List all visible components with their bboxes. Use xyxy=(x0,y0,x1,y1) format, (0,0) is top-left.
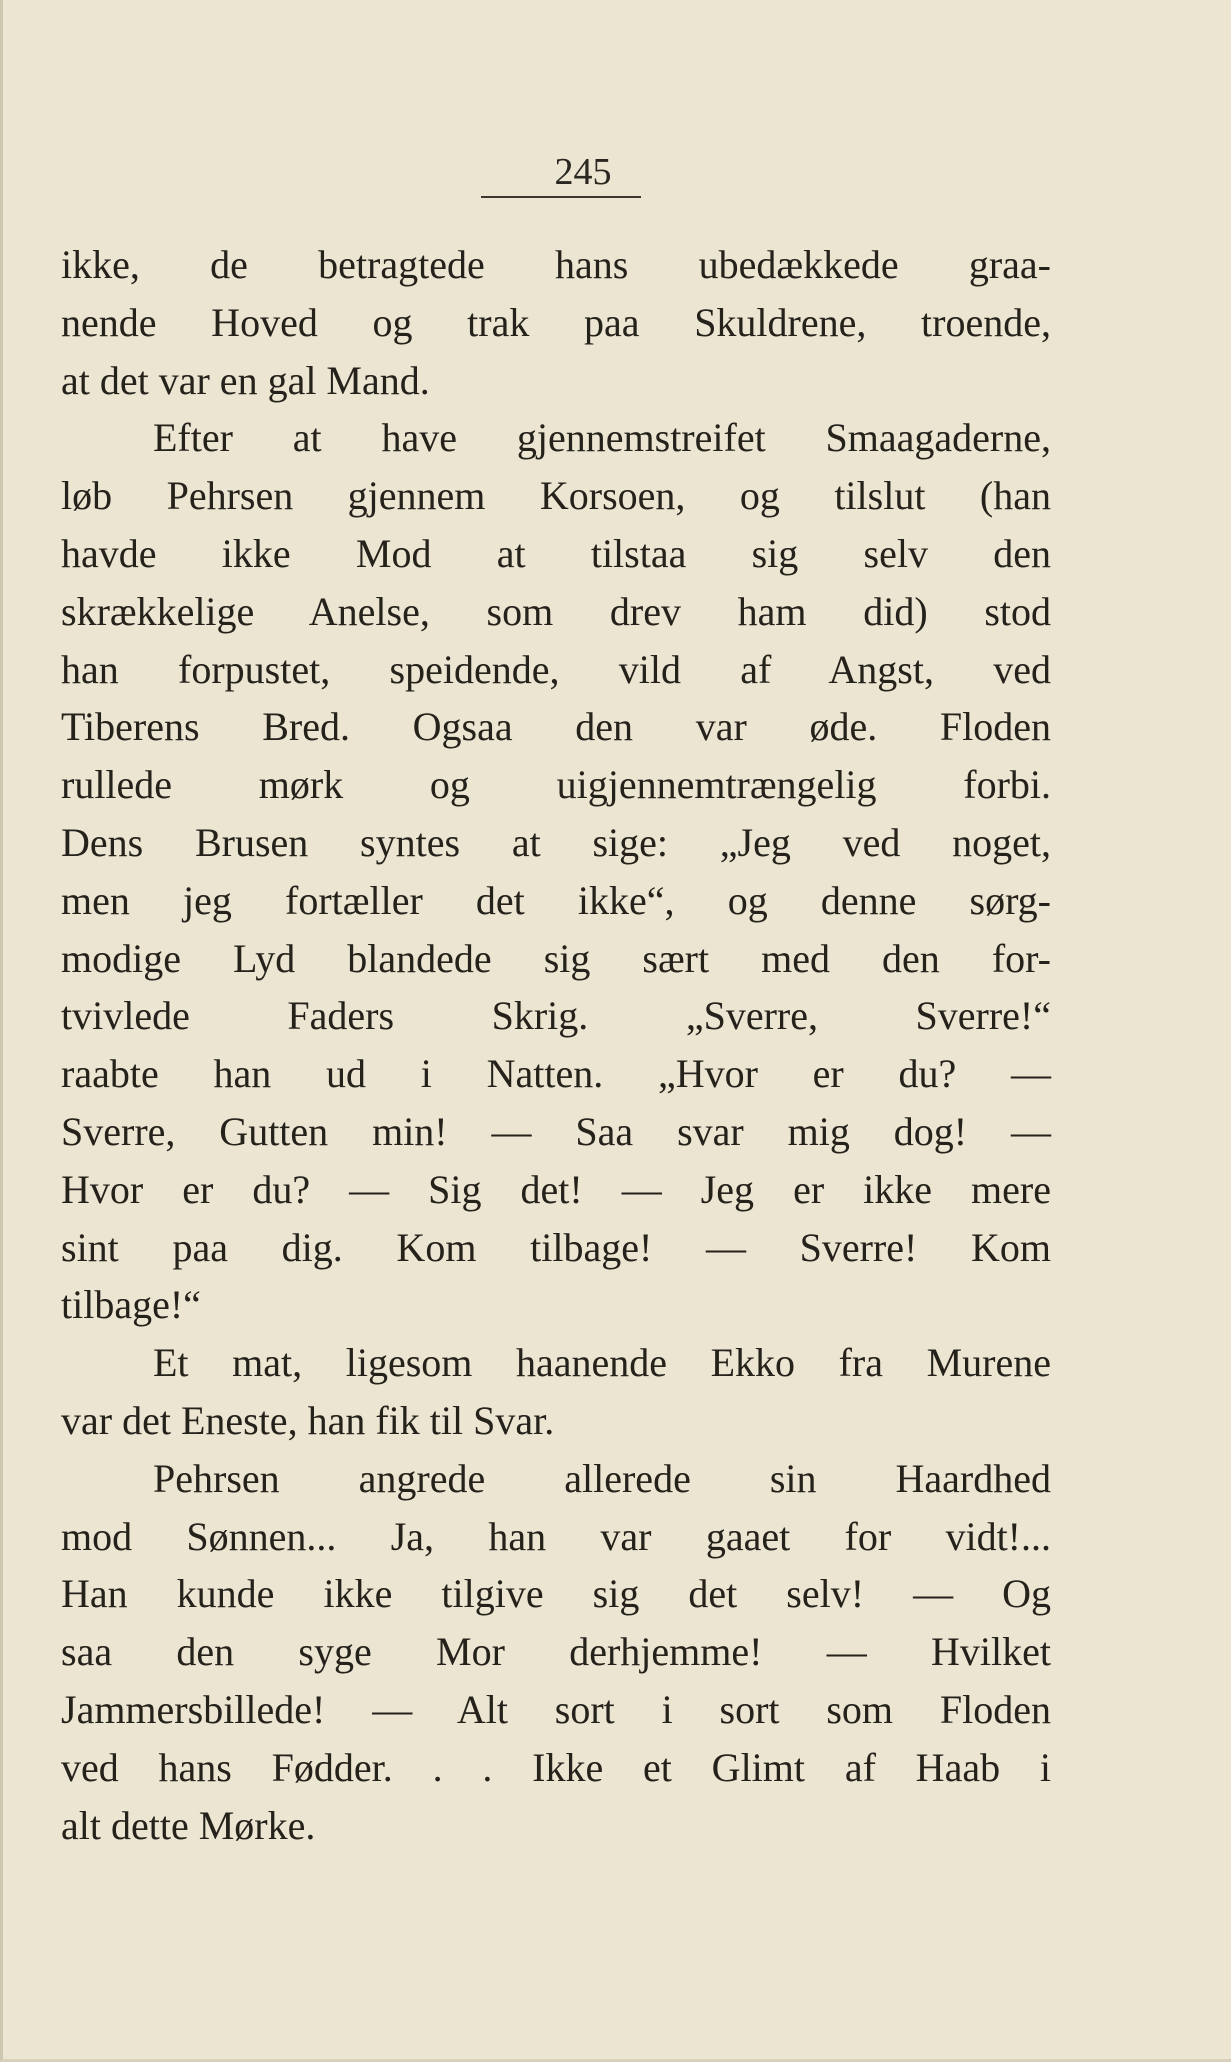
text-line: tvivlede Faders Skrig. „Sverre, Sverre!“ xyxy=(61,993,1051,1039)
text-line: mod Sønnen... Ja, han var gaaet for vidt!... xyxy=(61,1513,1051,1559)
text-line: havde ikke Mod at tilstaa sig selv den xyxy=(61,530,1051,576)
text-line: Pehrsen angrede allerede sin Haardhed xyxy=(153,1455,1051,1501)
text-line: skrækkelige Anelse, som drev ham did) stod xyxy=(61,588,1051,634)
text-line: var det Eneste, han fik til Svar. xyxy=(61,1397,555,1443)
text-line: Et mat, ligesom haanende Ekko fra Murene xyxy=(153,1340,1051,1386)
text-line: raabte han ud i Natten. „Hvor er du? — xyxy=(61,1051,1051,1097)
text-line: ikke, de betragtede hans ubedækkede graa- xyxy=(61,242,1051,287)
text-line: nende Hoved og trak paa Skuldrene, troende, xyxy=(61,299,1051,345)
text-line: Jammersbillede! — Alt sort i sort som Floden xyxy=(61,1686,1051,1732)
body-text xyxy=(61,236,1051,1854)
text-line: men jeg fortæller det ikke“, og denne sørg- xyxy=(61,877,1051,923)
paragraph xyxy=(61,1334,1051,1450)
text-line: han forpustet, speidende, vild af Angst, ved xyxy=(61,646,1051,692)
text-line: rullede mørk og uigjennemtrængelig forbi. xyxy=(61,762,1051,808)
page-number: 245 xyxy=(554,151,612,193)
paragraph xyxy=(61,236,1051,409)
text-line: Han kunde ikke tilgive sig det selv! — Og xyxy=(61,1571,1051,1617)
text-line: ved hans Fødder. . . Ikke et Glimt af Haab i xyxy=(61,1744,1051,1790)
text-line: modige Lyd blandede sig sært med den for- xyxy=(61,935,1051,981)
paragraph xyxy=(61,409,1051,1334)
text-line: at det var en gal Mand. xyxy=(61,357,430,403)
text-line: sint paa dig. Kom tilbage! — Sverre! Kom xyxy=(61,1224,1051,1270)
text-line: alt dette Mørke. xyxy=(61,1802,316,1848)
paragraph xyxy=(61,1450,1051,1855)
text-line: tilbage!“ xyxy=(61,1282,201,1328)
text-line: saa den syge Mor derhjemme! — Hvilket xyxy=(61,1629,1051,1675)
text-line: Dens Brusen syntes at sige: „Jeg ved noget, xyxy=(61,819,1051,865)
text-line: Sverre, Gutten min! — Saa svar mig dog! — xyxy=(61,1108,1051,1154)
text-line: Efter at have gjennemstreifet Smaagaderne, xyxy=(153,415,1051,461)
text-line: Tiberens Bred. Ogsaa den var øde. Floden xyxy=(61,704,1051,750)
text-line: Hvor er du? — Sig det! — Jeg er ikke mere xyxy=(61,1166,1051,1212)
text-line: løb Pehrsen gjennem Korsoen, og tilslut (han xyxy=(61,473,1051,519)
page-number-rule xyxy=(481,196,641,198)
